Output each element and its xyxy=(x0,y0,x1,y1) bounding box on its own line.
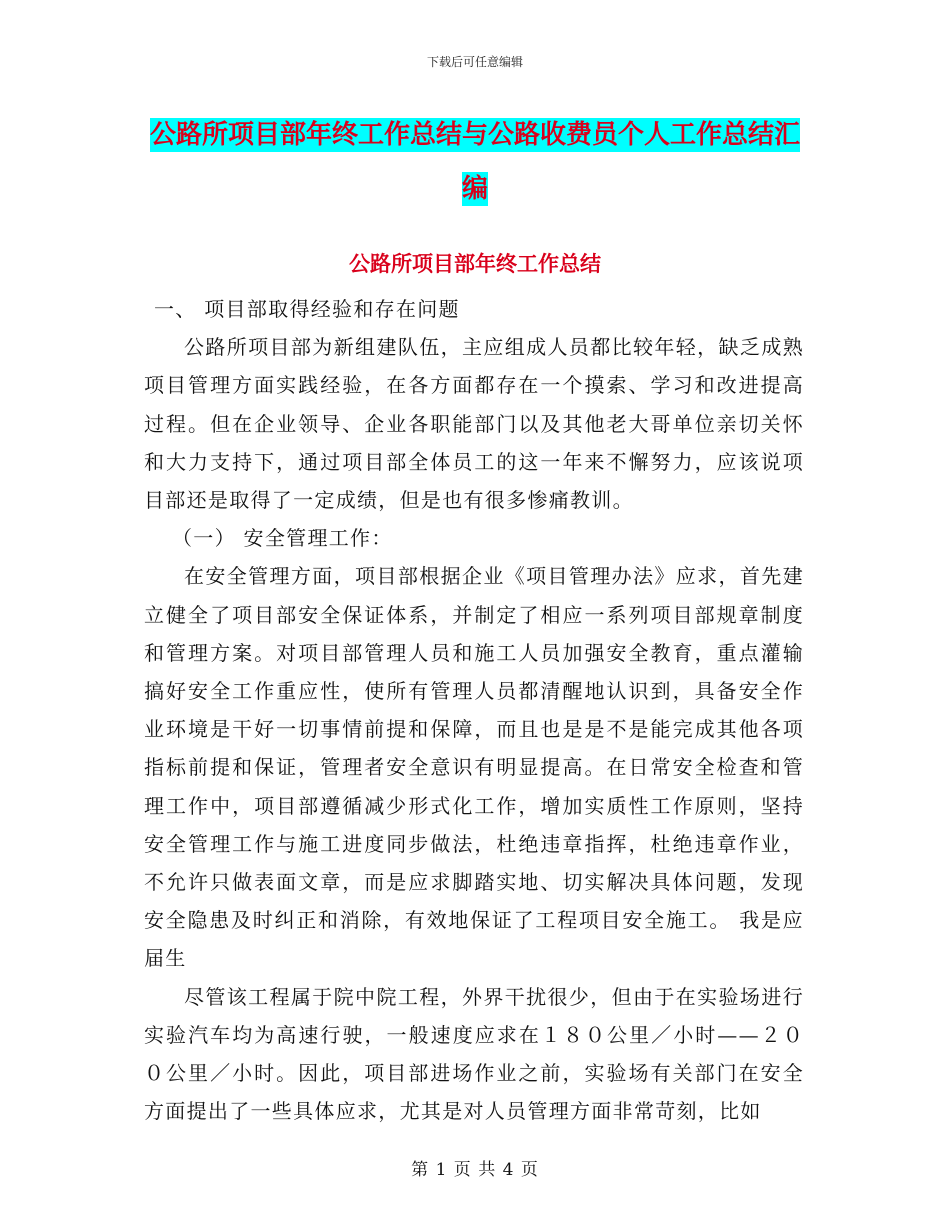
page-footer: 第 1 页 共 4 页 xyxy=(411,1160,539,1180)
document-title-text: 公路所项目部年终工作总结与公路收费员个人工作总结汇编 xyxy=(149,120,800,204)
paragraph-intro: 公路所项目部为新组建队伍，主应组成人员都比较年轻，缺乏成熟项目管理方面实践经验，在各方面都存在一个摸索、学习和改进提高过程。但在企业领导、企业各职能部门以及其他老大哥单位亲切关怀和大力支持下，通过项目部全体员工的这一年来不懈努力，应该说项目部还是取得了一定成绩，但是也有很多惨痛教训。 xyxy=(144,335,804,513)
heading-safety-management: （一） 安全管理工作： xyxy=(172,526,393,551)
header-note: 下载后可任意编辑 xyxy=(426,55,523,69)
document-title xyxy=(140,108,810,216)
paragraph-safety: 在安全管理方面，项目部根据企业《项目管理办法》应求，首先建立健全了项目部安全保证体系，并制定了相应一系列项目部规章制度和管理方案。对项目部管理人员和施工人员加强安全教育，重点灌输搞好安全工作重应性，使所有管理人员都清醒地认识到，具备安全作业环境是干好一切事情前提和保障，而且也是是不是能完成其他各项指标前提和保证，管理者安全意识有明显提高。在日常安全检查和管理工作中，项目部遵循减少形式化工作，增加实质性工作原则，坚持安全管理工作与施工进度同步做法，杜绝违章指挥，杜绝违章作业，不允许只做表面文章，而是应求脚踏实地、切实解决具体问题，发现安全隐患及时纠正和消除，有效地保证了工程项目安全施工。 我是应届生 xyxy=(144,564,804,971)
document-body xyxy=(144,290,804,1130)
heading-experience-and-problems: 一、 项目部取得经验和存在问题 xyxy=(154,297,460,321)
paragraph-test-site: 尽管该工程属于院中院工程，外界干扰很少，但由于在实验场进行实验汽车均为高速行驶，一般速度应求在１８０公里／小时——２００公里／小时。因此，项目部进场作业之前，实验场有关部门在安全方面提出了一些具体应求，尤其是对人员管理方面非常苛刻，比如 xyxy=(144,984,804,1124)
section-title: 公路所项目部年终工作总结 xyxy=(349,251,601,276)
